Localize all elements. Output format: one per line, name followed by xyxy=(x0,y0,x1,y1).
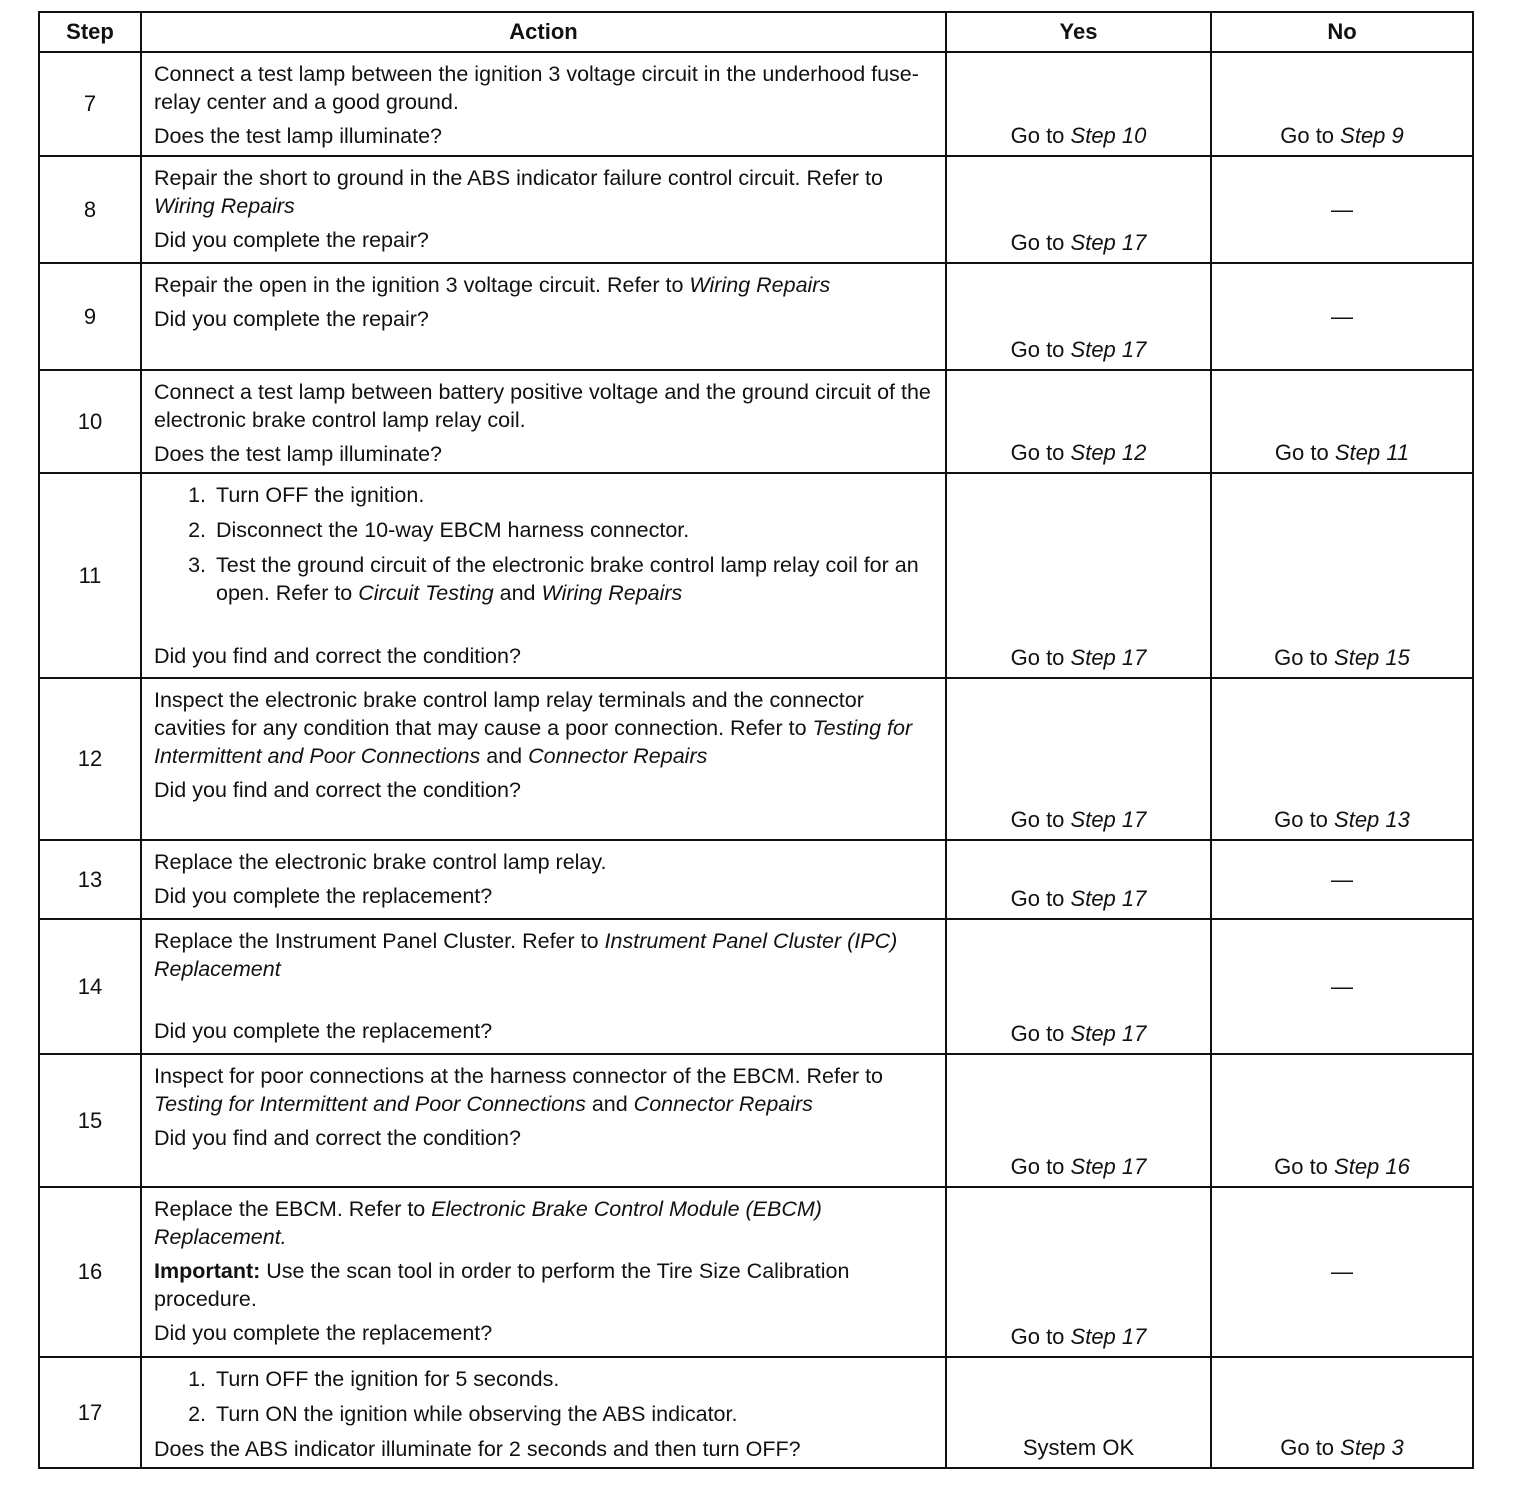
header-row xyxy=(39,12,1473,52)
action-text: Turn ON the ignition while observing the ABS indicator. xyxy=(216,1402,738,1426)
list-item xyxy=(212,551,935,607)
no-step-link[interactable]: Step 11 xyxy=(1334,440,1410,465)
action-cell xyxy=(141,678,946,840)
no-result-text: Go to xyxy=(1274,645,1335,670)
yes-result-text: System OK xyxy=(1022,1435,1135,1460)
no-result-cell xyxy=(1211,1054,1473,1187)
header-action: Action xyxy=(141,12,946,52)
header-step: Step xyxy=(39,12,141,52)
list-item xyxy=(212,516,935,544)
action-question: Does the test lamp illuminate? xyxy=(154,442,443,466)
yes-step-link[interactable]: Step 10 xyxy=(1070,123,1147,148)
table-body xyxy=(39,52,1473,1468)
yes-result-cell xyxy=(946,52,1211,156)
step-number: 11 xyxy=(39,473,141,678)
no-result-cell xyxy=(1211,678,1473,840)
no-result-cell xyxy=(1211,473,1473,678)
header-no: No xyxy=(1211,12,1473,52)
step-number: 9 xyxy=(39,263,141,370)
reference-link: Wiring Repairs xyxy=(689,273,831,297)
reference-link: Circuit Testing xyxy=(358,581,494,605)
no-result-cell xyxy=(1211,1357,1473,1468)
action-question: Did you find and correct the condition? xyxy=(154,778,521,802)
yes-step-link[interactable]: Step 17 xyxy=(1070,807,1147,832)
yes-step-link[interactable]: Step 17 xyxy=(1070,337,1147,362)
action-text: Repair the open in the ignition 3 voltage circuit. Refer to xyxy=(154,273,690,297)
no-step-link[interactable]: Step 15 xyxy=(1334,645,1410,670)
action-text: and xyxy=(585,1092,634,1116)
table-row xyxy=(39,473,1473,678)
yes-result-cell xyxy=(946,1187,1211,1357)
action-text: Repair the short to ground in the ABS indicator failure control circuit. Refer to xyxy=(154,166,883,190)
yes-result-text: Go to xyxy=(1010,337,1071,362)
step-number: 8 xyxy=(39,156,141,263)
action-cell xyxy=(141,473,946,678)
action-question: Did you complete the repair? xyxy=(154,307,429,331)
step-number: 17 xyxy=(39,1357,141,1468)
action-cell xyxy=(141,52,946,156)
yes-step-link[interactable]: Step 17 xyxy=(1070,886,1147,911)
list-item xyxy=(212,1400,935,1428)
reference-link: Testing for Intermittent and Poor Connections xyxy=(154,716,913,768)
no-result-text: Go to xyxy=(1274,1154,1335,1179)
action-question: Did you complete the replacement? xyxy=(154,1019,493,1043)
important-label: Important: xyxy=(154,1259,261,1283)
no-result-text: — xyxy=(1331,1259,1353,1284)
step-number: 16 xyxy=(39,1187,141,1357)
action-question: Did you complete the replacement? xyxy=(154,1321,493,1345)
table-row xyxy=(39,263,1473,370)
no-step-link[interactable]: Step 16 xyxy=(1334,1154,1410,1179)
action-instruction xyxy=(154,1062,935,1118)
action-text: and xyxy=(493,581,542,605)
yes-step-link[interactable]: Step 17 xyxy=(1070,1324,1147,1349)
yes-result-cell xyxy=(946,919,1211,1054)
yes-step-link[interactable]: Step 17 xyxy=(1070,645,1147,670)
step-number: 10 xyxy=(39,370,141,473)
action-cell xyxy=(141,840,946,919)
no-result-cell xyxy=(1211,840,1473,919)
action-cell xyxy=(141,1187,946,1357)
action-instruction xyxy=(154,927,935,983)
action-instruction xyxy=(154,1195,935,1251)
table-row xyxy=(39,919,1473,1054)
yes-result-text: Go to xyxy=(1010,807,1071,832)
important-note xyxy=(154,1257,935,1313)
yes-result-text: Go to xyxy=(1010,886,1071,911)
yes-result-cell xyxy=(946,840,1211,919)
action-text: Replace the electronic brake control lamp relay. xyxy=(154,850,607,874)
action-instruction xyxy=(154,686,935,770)
yes-step-link[interactable]: Step 17 xyxy=(1070,230,1147,255)
reference-link: Connector Repairs xyxy=(633,1092,813,1116)
no-step-link[interactable]: Step 13 xyxy=(1334,807,1410,832)
no-result-text: Go to xyxy=(1274,807,1335,832)
action-cell xyxy=(141,263,946,370)
diagnostic-table xyxy=(38,11,1474,1469)
no-step-link[interactable]: Step 3 xyxy=(1340,1435,1404,1460)
action-cell xyxy=(141,156,946,263)
table-row xyxy=(39,1187,1473,1357)
important-text: Use the scan tool in order to perform the Tire Size Calibration procedure. xyxy=(154,1259,850,1311)
action-text: Disconnect the 10-way EBCM harness connector. xyxy=(216,518,690,542)
yes-result-cell xyxy=(946,1357,1211,1468)
list-item xyxy=(212,481,935,509)
yes-result-cell xyxy=(946,1054,1211,1187)
yes-result-text: Go to xyxy=(1010,1021,1071,1046)
action-cell xyxy=(141,370,946,473)
no-result-text: Go to xyxy=(1274,440,1335,465)
action-text: Replace the EBCM. Refer to xyxy=(154,1197,432,1221)
action-instruction xyxy=(154,848,935,876)
reference-link: Connector Repairs xyxy=(528,744,708,768)
action-instruction xyxy=(154,164,935,220)
table-row xyxy=(39,156,1473,263)
action-text: Connect a test lamp between the ignition 3 voltage circuit in the underhood fuse-relay center and a good ground. xyxy=(154,62,919,114)
yes-result-cell xyxy=(946,156,1211,263)
action-instruction xyxy=(154,60,935,116)
action-instruction xyxy=(154,271,935,299)
action-question: Did you find and correct the condition? xyxy=(154,644,521,668)
no-result-cell xyxy=(1211,370,1473,473)
yes-result-text: Go to xyxy=(1010,1154,1071,1179)
action-question: Did you find and correct the condition? xyxy=(154,1126,521,1150)
action-steps-list xyxy=(154,1365,935,1428)
yes-result-text: Go to xyxy=(1010,645,1071,670)
table-row xyxy=(39,52,1473,156)
no-result-text: Go to xyxy=(1280,123,1341,148)
action-cell xyxy=(141,1357,946,1468)
header-yes: Yes xyxy=(946,12,1211,52)
no-step-link[interactable]: Step 9 xyxy=(1340,123,1404,148)
no-result-text: — xyxy=(1331,303,1353,329)
table-row xyxy=(39,370,1473,473)
no-result-text: — xyxy=(1331,196,1353,222)
yes-step-link[interactable]: Step 17 xyxy=(1070,1021,1147,1046)
no-result-text: — xyxy=(1331,973,1353,999)
action-text: and xyxy=(480,744,529,768)
action-text: Inspect for poor connections at the harness connector of the EBCM. Refer to xyxy=(154,1064,884,1088)
no-result-text: Go to xyxy=(1280,1435,1341,1460)
reference-link: Wiring Repairs xyxy=(541,581,683,605)
action-question: Did you complete the replacement? xyxy=(154,884,493,908)
action-text: Inspect the electronic brake control lamp relay terminals and the connector cavities for any condition that may cause a poor connection. Refer to xyxy=(154,688,864,740)
yes-step-link[interactable]: Step 12 xyxy=(1070,440,1147,465)
table-row xyxy=(39,840,1473,919)
no-result-cell xyxy=(1211,1187,1473,1357)
action-text: Connect a test lamp between battery positive voltage and the ground circuit of the electronic brake control lamp relay coil. xyxy=(154,380,931,432)
action-question: Does the ABS indicator illuminate for 2 seconds and then turn OFF? xyxy=(154,1437,801,1461)
step-number: 13 xyxy=(39,840,141,919)
yes-result-cell xyxy=(946,678,1211,840)
no-result-cell xyxy=(1211,919,1473,1054)
action-text: Turn OFF the ignition for 5 seconds. xyxy=(216,1367,560,1391)
action-steps-list xyxy=(154,481,935,607)
table-row xyxy=(39,1357,1473,1468)
yes-result-cell xyxy=(946,370,1211,473)
yes-result-cell xyxy=(946,473,1211,678)
reference-link: Instrument Panel Cluster (IPC) Replacement xyxy=(154,929,898,981)
yes-result-text: Go to xyxy=(1010,440,1071,465)
action-question: Did you complete the repair? xyxy=(154,228,429,252)
no-result-cell xyxy=(1211,263,1473,370)
action-cell xyxy=(141,1054,946,1187)
reference-link: Wiring Repairs xyxy=(154,194,295,218)
action-instruction xyxy=(154,378,935,434)
no-result-cell xyxy=(1211,52,1473,156)
yes-step-link[interactable]: Step 17 xyxy=(1070,1154,1147,1179)
step-number: 14 xyxy=(39,919,141,1054)
table-row xyxy=(39,678,1473,840)
reference-link: Electronic Brake Control Module (EBCM) Replacement. xyxy=(154,1197,822,1249)
action-text: Turn OFF the ignition. xyxy=(216,483,425,507)
step-number: 7 xyxy=(39,52,141,156)
step-number: 15 xyxy=(39,1054,141,1187)
action-cell xyxy=(141,919,946,1054)
yes-result-text: Go to xyxy=(1010,1324,1071,1349)
yes-result-text: Go to xyxy=(1010,123,1071,148)
step-number: 12 xyxy=(39,678,141,840)
reference-link: Testing for Intermittent and Poor Connections xyxy=(154,1092,586,1116)
action-question: Does the test lamp illuminate? xyxy=(154,124,443,148)
list-item xyxy=(212,1365,935,1393)
yes-result-text: Go to xyxy=(1010,230,1071,255)
action-text: Test the ground circuit of the electronic brake control lamp relay coil for an open. Refer to xyxy=(216,553,919,605)
yes-result-cell xyxy=(946,263,1211,370)
table-row xyxy=(39,1054,1473,1187)
action-text: Replace the Instrument Panel Cluster. Refer to xyxy=(154,929,605,953)
no-result-cell xyxy=(1211,156,1473,263)
no-result-text: — xyxy=(1331,866,1353,892)
